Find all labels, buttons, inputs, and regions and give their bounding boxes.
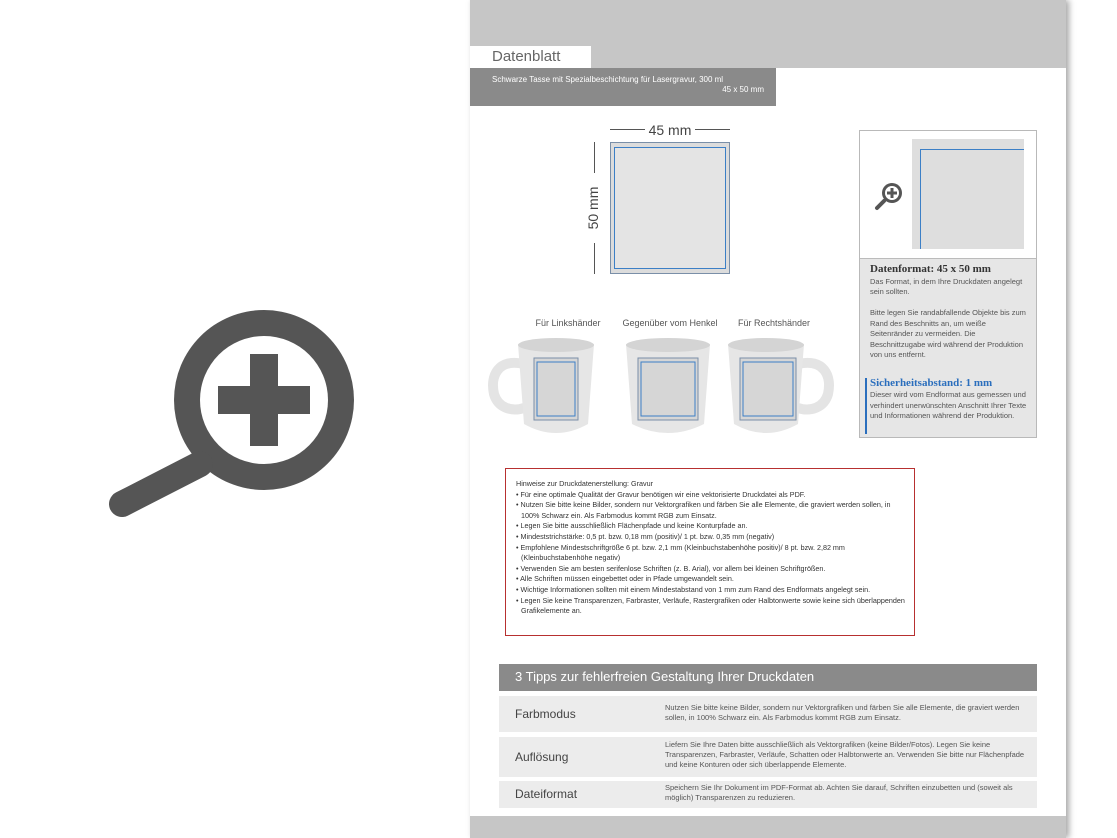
product-name: Schwarze Tasse mit Spezialbeschichtung für Lasergravur, 300 ml (492, 75, 724, 84)
tip-row-color-mode (499, 696, 1037, 732)
hint-item: • Empfohlene Mindestschriftgröße 6 pt. bzw. 2,1 mm (Kleinbuchstabenhöhe positiv)/ 8 pt. bzw. 2,82 mm (Kleinbuchstabenhöhe negativ) (516, 542, 845, 563)
tip-value: Nutzen Sie bitte keine Bilder, sondern nur Vektorgrafiken und färben Sie alle Elemente, die graviert werden sollen, in 100% Schwarz ein. Als Farbmodus kommt RGB zum Einsatz. (665, 703, 1020, 722)
tip-row-resolution (499, 737, 1037, 777)
tip-key: Auflösung (515, 750, 569, 764)
height-dimension-label: 50 mm (585, 173, 601, 243)
sheet-footer-band (470, 816, 1066, 838)
engraving-hints-box (505, 468, 915, 636)
safety-accent-bar (865, 378, 867, 434)
trim-line-vertical (920, 149, 921, 249)
datasheet-page (470, 0, 1066, 838)
mug-label-left: Für Linkshänder (535, 318, 601, 328)
page-title: Datenblatt (470, 46, 591, 68)
hint-item: • Alle Schriften müssen eingebettet oder in Pfade umgewandelt sein. (516, 574, 734, 584)
width-dimension-label: 45 mm (610, 122, 730, 138)
hint-item: • Verwenden Sie am besten serifenlose Schriften (z. B. Arial), vor allem bei kleinen Schriftgrößen. (516, 563, 826, 573)
trim-line-horizontal (920, 149, 1024, 150)
hint-item: • Mindeststrichstärke: 0,5 pt. bzw. 0,18 mm (positiv)/ 1 pt. bzw. 0,35 mm (negativ) (516, 531, 775, 541)
product-subtitle (470, 68, 776, 106)
safety-distance-heading: Sicherheitsabstand: 1 mm (870, 377, 993, 389)
hint-item: • Legen Sie keine Transparenzen, Farbraster, Verläufe, Rastergrafiken oder Halbtonwerte sowie keine sich überlappenden Grafikelemente an. (516, 595, 905, 616)
mug-right-handed (728, 336, 834, 438)
bleed-area (912, 139, 1024, 249)
print-area-diagram (610, 142, 730, 274)
tip-key: Dateiformat (515, 787, 578, 801)
hint-item: • Für eine optimale Qualität der Gravur benötigen wir eine vektorisierte Druckdatei als PDF. (516, 489, 806, 499)
bleed-text: Bitte legen Sie randabfallende Objekte bis zum Rand des Beschnitts an, um weiße Seitenränder zu vermeiden. Die Beschnittzugabe wird während der Produktion von uns entfernt. (870, 308, 1026, 359)
hint-item: • Nutzen Sie bitte keine Bilder, sondern nur Vektorgrafiken und färben Sie alle Elemente, die graviert werden sollen, in 100% Schwarz ein. Als Farbmodus kommt RGB zum Einsatz. (516, 500, 891, 520)
mug-opposite-handle (622, 336, 728, 438)
tip-row-file-format (499, 781, 1037, 808)
tip-value: Liefern Sie Ihre Daten bitte ausschließlich als Vektorgrafiken (keine Bilder/Fotos). Legen Sie keine Transparenzen, Farbraster, Verläufe, Schatten oder Halbtonwerte an. Verwenden Sie bitte nur Flächenpfade und keine Konturen oder sich überlappende Elemente. (665, 740, 1025, 769)
mug-left-handed (488, 336, 594, 438)
zoom-in-magnifier-icon[interactable] (104, 304, 356, 518)
tip-key: Farbmodus (515, 707, 576, 721)
data-format-text: Das Format, in dem Ihre Druckdaten angelegt sein sollten. (870, 277, 1023, 296)
tip-value: Speichern Sie Ihr Dokument im PDF-Format ab. Achten Sie darauf, Schriften einzubetten und (soweit als möglich) Transparenzen zu reduzieren. (665, 783, 1013, 802)
hint-item: • Wichtige Informationen sollten mit einem Mindestabstand von 1 mm zum Rand des Endformats angelegt sein. (516, 584, 871, 594)
mug-label-center: Gegenüber vom Henkel (622, 318, 718, 328)
safety-distance-text: Dieser wird vom Endformat aus gemessen und verhindert unerwünschten Anschnitt Ihrer Texte und Informationen während der Produktion. (870, 390, 1027, 420)
mug-label-right: Für Rechtshänder (737, 318, 811, 328)
product-format: 45 x 50 mm (722, 85, 764, 94)
tips-heading: 3 Tipps zur fehlerfreien Gestaltung Ihrer Druckdaten (499, 664, 1037, 691)
safety-area (614, 147, 726, 269)
zoom-in-magnifier-icon[interactable] (874, 181, 904, 211)
format-info-panel (859, 130, 1037, 438)
corner-detail-preview (860, 131, 1036, 259)
hints-heading: Hinweise zur Druckdatenerstellung: Gravur (516, 479, 654, 488)
sheet-header-band (470, 0, 1066, 46)
hint-item: • Legen Sie bitte ausschließlich Flächenpfade und keine Konturpfade an. (516, 521, 748, 531)
data-format-heading: Datenformat: 45 x 50 mm (870, 263, 991, 275)
